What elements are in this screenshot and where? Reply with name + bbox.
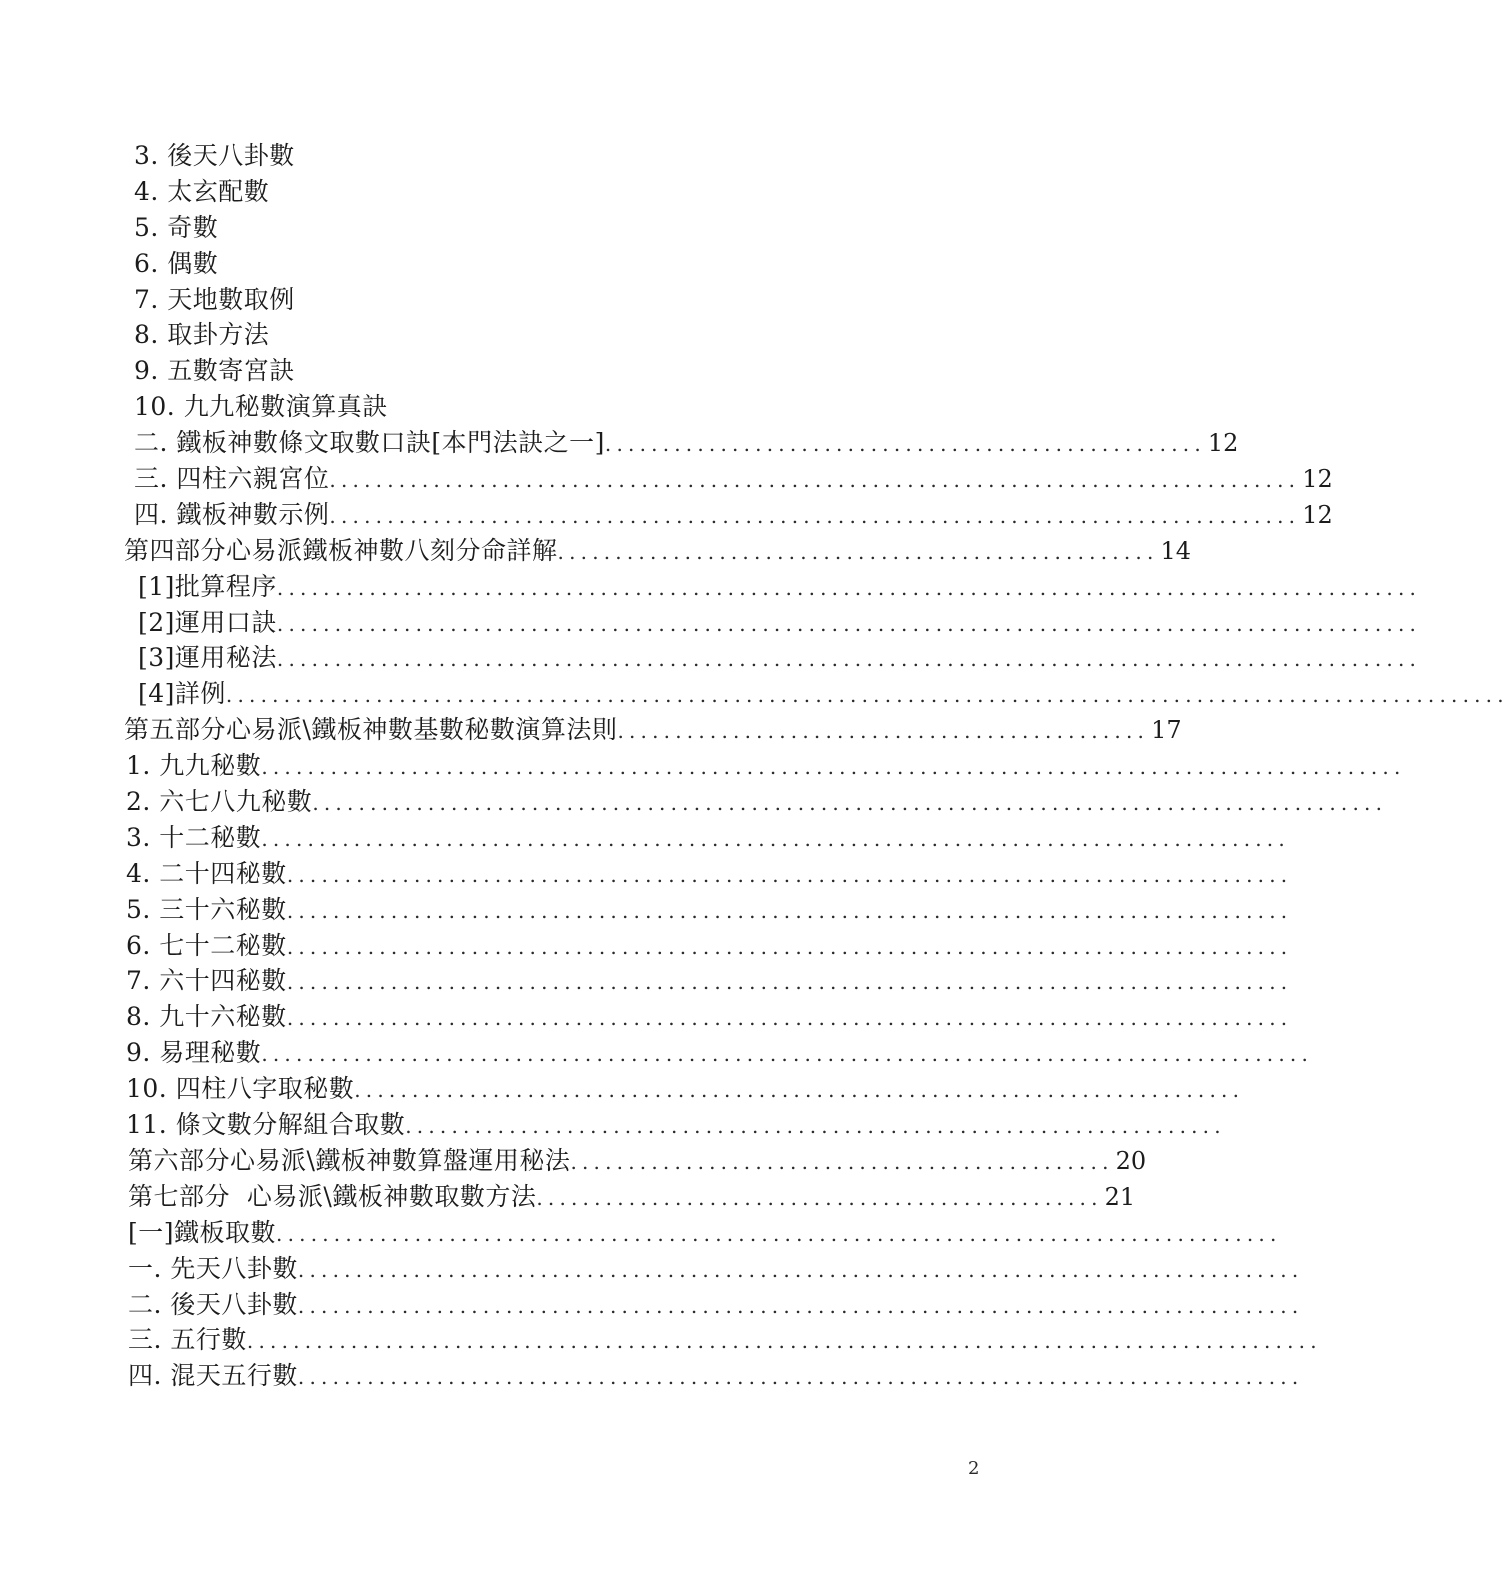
toc-entry xyxy=(0,1215,1282,1251)
toc-leader-dots: ................................................................................................... xyxy=(276,647,1422,672)
toc-leader-dots: ............................................................................................. xyxy=(312,791,1388,816)
toc-entry xyxy=(0,712,1182,748)
toc-page-number: 12 xyxy=(1302,465,1333,494)
toc-entry xyxy=(0,1287,1304,1323)
toc-entry xyxy=(0,856,1293,892)
toc-entry-label: 3. 十二秘數 xyxy=(126,822,262,852)
toc-entry-label: 9. 易理秘數 xyxy=(126,1038,262,1068)
toc-entry xyxy=(0,1107,1226,1143)
toc-page-number: 21 xyxy=(1104,1182,1136,1211)
toc-entry-label: 8. 取卦方法 xyxy=(134,320,270,350)
toc-page-number: 12 xyxy=(1302,500,1333,529)
toc-entry xyxy=(0,784,1388,820)
toc-entry-label: 8. 九十六秘數 xyxy=(126,1002,287,1032)
toc-entry-label: 第七部分 心易派\鐵板神數取數方法 xyxy=(128,1181,537,1211)
toc-leader-dots: .............................................. xyxy=(617,719,1150,744)
toc-entry-label: 6. 偶數 xyxy=(134,248,219,278)
toc-entry xyxy=(0,461,1333,497)
toc-leader-dots: ................................................................................................... xyxy=(261,755,1406,780)
toc-leader-dots: ............................................... xyxy=(570,1149,1114,1174)
toc-entry xyxy=(0,892,1293,928)
toc-entry xyxy=(0,1251,1304,1287)
toc-leader-dots: .................................................... xyxy=(604,432,1206,457)
toc-leader-dots: ....................................................................................... xyxy=(297,1293,1304,1318)
toc-entry xyxy=(0,533,1192,569)
toc-entry-label: 第六部分心易派\鐵板神數算盤運用秘法 xyxy=(128,1145,571,1175)
table-of-contents xyxy=(0,138,1509,1394)
toc-entry-label: 4. 太玄配數 xyxy=(134,176,270,206)
toc-entry-label: 二. 鐵板神數條文取數口訣[本門法訣之一] xyxy=(134,428,605,458)
toc-entry xyxy=(0,389,1080,425)
toc-entry xyxy=(0,317,1080,353)
toc-entry xyxy=(0,928,1293,964)
toc-page-number: 20 xyxy=(1115,1146,1147,1175)
toc-entry-label: 三. 五行數 xyxy=(128,1325,247,1355)
toc-entry-label: [一]鐵板取數 xyxy=(128,1217,277,1247)
toc-entry xyxy=(0,425,1239,461)
toc-leader-dots: ........................................................................................... xyxy=(261,1042,1314,1067)
toc-entry-label: [3]運用秘法 xyxy=(138,643,277,673)
toc-entry-label: 7. 天地數取例 xyxy=(134,284,295,314)
page-number: 2 xyxy=(968,1458,980,1479)
toc-entry xyxy=(0,1143,1147,1179)
toc-entry xyxy=(0,1322,1322,1358)
toc-leader-dots: ....................................................................................... xyxy=(286,862,1293,887)
toc-leader-dots: ....................................................................................... xyxy=(276,1221,1282,1246)
toc-leader-dots: .................................................................................... xyxy=(329,468,1301,493)
toc-leader-dots: ....................................................................................... xyxy=(286,1006,1293,1031)
toc-entry-label: 9. 五數寄宮訣 xyxy=(134,356,295,386)
toc-entry xyxy=(0,820,1290,856)
toc-entry-label: 第五部分心易派\鐵板神數基數秘數演算法則 xyxy=(124,715,618,745)
toc-page-number: 14 xyxy=(1160,536,1192,565)
toc-entry-label: 四. 混天五行數 xyxy=(128,1361,298,1391)
toc-entry-label: [2]運用口訣 xyxy=(138,607,277,637)
toc-entry-label: [4]詳例 xyxy=(138,679,226,709)
toc-entry xyxy=(0,963,1293,999)
toc-entry-label: 1. 九九秘數 xyxy=(126,751,262,781)
toc-entry xyxy=(0,174,1080,210)
toc-entry xyxy=(0,1358,1304,1394)
toc-entry-label: 四. 鐵板神數示例 xyxy=(134,499,330,529)
toc-entry-label: 11. 條文數分解組合取數 xyxy=(126,1110,406,1140)
toc-entry-label: 7. 六十四秘數 xyxy=(126,966,287,996)
toc-leader-dots: .................................................................................... xyxy=(329,503,1301,528)
toc-entry xyxy=(0,569,1422,605)
toc-entry xyxy=(0,676,1509,712)
toc-leader-dots: ............................................................................. xyxy=(354,1078,1245,1103)
toc-leader-dots: ................................................. xyxy=(536,1185,1103,1210)
toc-entry-label: 2. 六七八九秘數 xyxy=(126,787,313,817)
toc-leader-dots: ....................................................................... xyxy=(405,1114,1226,1139)
toc-entry xyxy=(0,282,1080,318)
toc-entry-label: 一. 先天八卦數 xyxy=(128,1253,298,1283)
toc-entry-label: [1]批算程序 xyxy=(138,571,277,601)
toc-leader-dots: ....................................................................................... xyxy=(286,898,1293,923)
toc-entry xyxy=(0,210,1080,246)
toc-entry-label: 6. 七十二秘數 xyxy=(126,930,287,960)
toc-page-number: 12 xyxy=(1207,429,1239,458)
toc-entry xyxy=(0,353,1080,389)
toc-entry xyxy=(0,1071,1245,1107)
toc-entry-label: 5. 奇數 xyxy=(134,212,219,242)
toc-leader-dots: ................................................................................................... xyxy=(276,575,1422,600)
toc-entry xyxy=(0,246,1080,282)
toc-leader-dots: ......................................................................................... xyxy=(261,826,1290,851)
toc-leader-dots: ....................................................................................... xyxy=(286,970,1293,995)
toc-entry xyxy=(0,605,1422,641)
toc-leader-dots: ....................................................................................... xyxy=(297,1365,1304,1390)
toc-entry xyxy=(0,748,1406,784)
toc-entry-label: 4. 二十四秘數 xyxy=(126,858,287,888)
toc-leader-dots: ....................................................................................... xyxy=(286,934,1293,959)
toc-entry-label: 二. 後天八卦數 xyxy=(128,1289,298,1319)
toc-entry-label: 10. 四柱八字取秘數 xyxy=(126,1074,355,1104)
toc-entry xyxy=(0,497,1333,533)
toc-entry-label: 10. 九九秘數演算真訣 xyxy=(134,392,388,422)
toc-leader-dots: ................................................................................................... xyxy=(276,611,1422,636)
toc-leader-dots: ....................................................................................... xyxy=(297,1257,1304,1282)
toc-entry-label: 3. 後天八卦數 xyxy=(134,141,295,170)
toc-leader-dots: ............................................................................................................... xyxy=(225,683,1509,708)
toc-page-number: 17 xyxy=(1151,716,1182,745)
toc-leader-dots: ............................................................................................. xyxy=(246,1329,1322,1354)
toc-entry xyxy=(0,640,1422,676)
toc-entry-label: 第四部分心易派鐵板神數八刻分命詳解 xyxy=(124,535,558,565)
toc-leader-dots: .................................................... xyxy=(557,539,1159,564)
toc-entry-label: 三. 四柱六親宮位 xyxy=(134,464,330,494)
toc-entry xyxy=(0,1035,1314,1071)
toc-entry xyxy=(0,1179,1136,1215)
toc-entry xyxy=(0,999,1293,1035)
toc-entry-label: 5. 三十六秘數 xyxy=(126,894,287,924)
toc-entry xyxy=(0,138,1080,174)
